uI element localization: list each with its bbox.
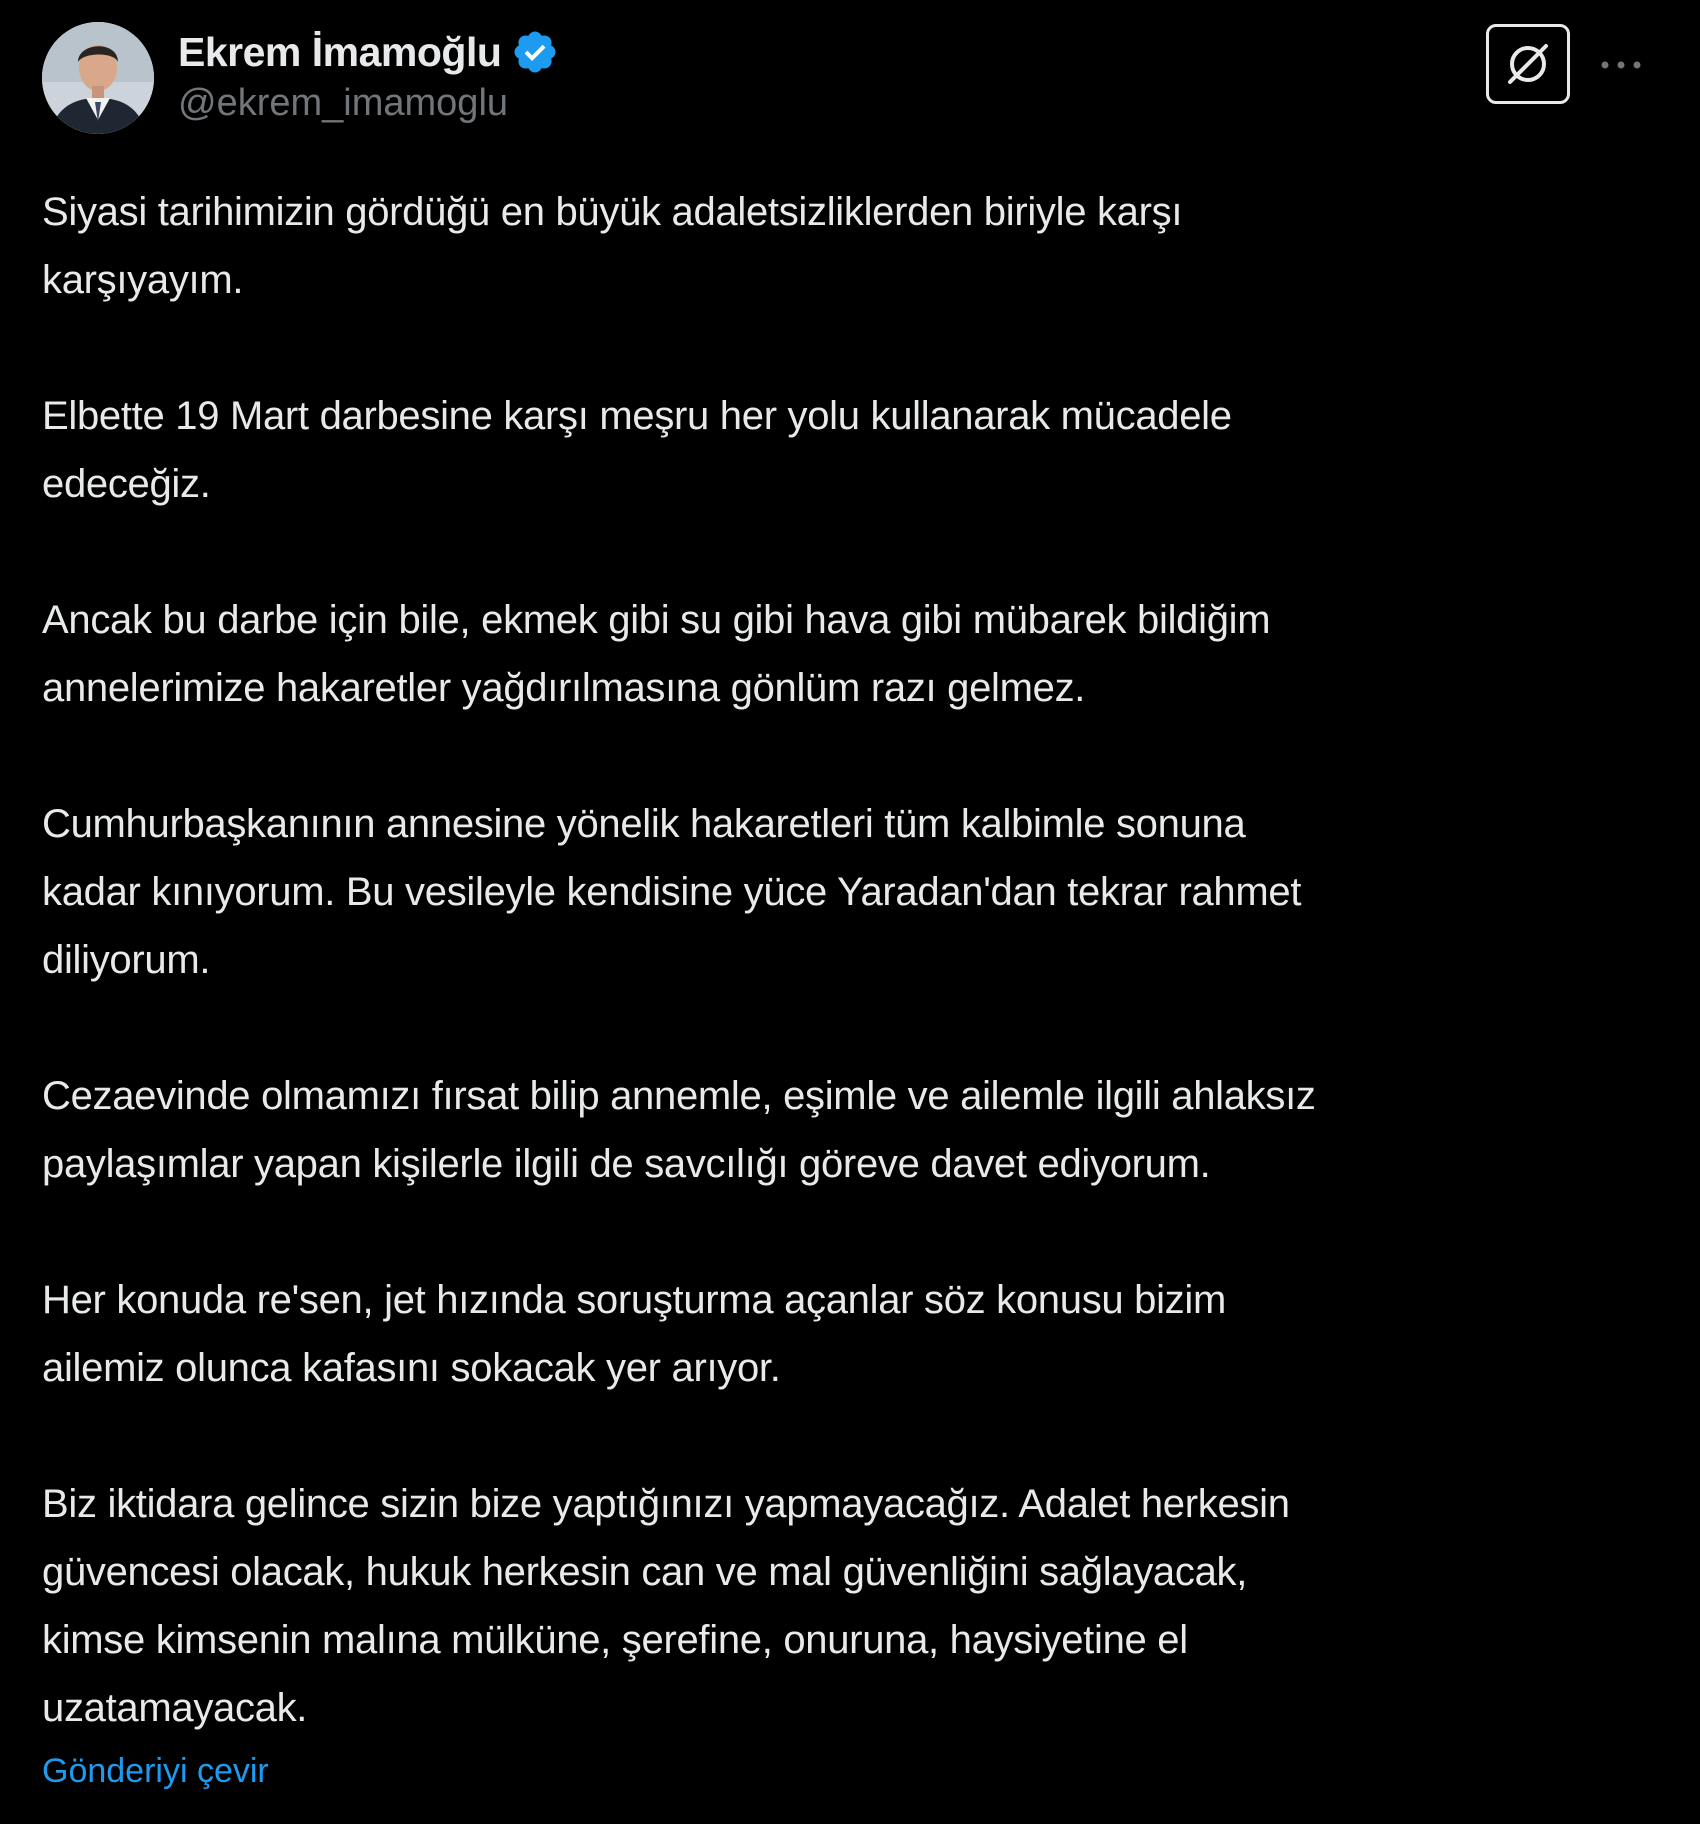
- tweet-paragraph: Biz iktidara gelince sizin bize yaptığınızı yapmayacağız. Adalet herkesin güvencesi olacak, hukuk herkesin can ve mal güvenliğini sağlayacak, kimse kimsenin malına mülküne, şerefine, onuruna, haysiyetine el uzatamayacak.: [42, 1482, 1290, 1730]
- more-options-button[interactable]: [1596, 40, 1646, 90]
- tweet-paragraph: Elbette 19 Mart darbesine karşı meşru her yolu kullanarak mücadele edeceğiz.: [42, 394, 1232, 506]
- tweet-paragraph: Cumhurbaşkanının annesine yönelik hakaretleri tüm kalbimle sonuna kadar kınıyorum. Bu vesileyle kendisine yüce Yaradan'dan tekrar rahmet diliyorum.: [42, 802, 1302, 982]
- tweet-paragraph: Cezaevinde olmamızı fırsat bilip annemle, eşimle ve ailemle ilgili ahlaksız paylaşımlar yapan kişilerle ilgili de savcılığı göreve davet ediyorum.: [42, 1074, 1316, 1186]
- tweet-text: [42, 178, 1662, 1742]
- more-options-icon: [1599, 59, 1643, 71]
- tweet-paragraph: Her konuda re'sen, jet hızında soruşturma açanlar söz konusu bizim ailemiz olunca kafasını sokacak yer arıyor.: [42, 1278, 1226, 1390]
- author-display-name[interactable]: Ekrem İmamoğlu: [178, 28, 502, 75]
- translate-post-link[interactable]: Gönderiyi çevir: [42, 1752, 269, 1790]
- avatar-photo: [42, 22, 154, 134]
- grok-button[interactable]: [1486, 24, 1570, 104]
- verified-badge-icon[interactable]: [511, 28, 559, 76]
- avatar[interactable]: [42, 22, 154, 134]
- author-name-row: [178, 26, 559, 78]
- tweet-paragraph: Siyasi tarihimizin gördüğü en büyük adaletsizliklerden biriyle karşı karşıyayım.: [42, 190, 1183, 302]
- author-handle[interactable]: @ekrem_imamoglu: [178, 82, 509, 124]
- grok-icon: [1502, 38, 1554, 90]
- tweet-paragraph: Ancak bu darbe için bile, ekmek gibi su gibi hava gibi mübarek bildiğim annelerimize hakaretler yağdırılmasına gönlüm razı gelmez.: [42, 598, 1271, 710]
